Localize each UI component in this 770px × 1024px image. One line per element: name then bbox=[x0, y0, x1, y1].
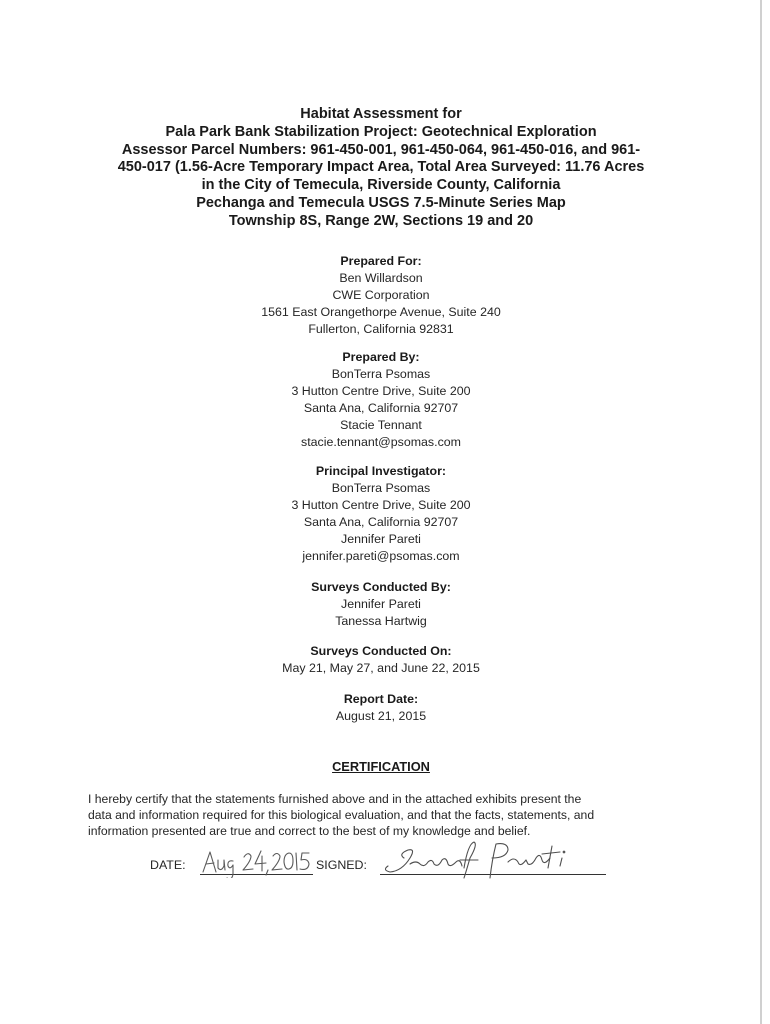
principal-investigator-email: jennifer.pareti@psomas.com bbox=[302, 549, 460, 563]
title-line: Pala Park Bank Stabilization Project: Geotechnical Exploration bbox=[165, 123, 597, 140]
date-label: DATE: bbox=[150, 858, 186, 872]
certification-line: information presented are true and correct to the best of my knowledge and belief. bbox=[88, 824, 531, 838]
prepared-by-heading: Prepared By: bbox=[342, 350, 420, 364]
prepared-for-line: Ben Willardson bbox=[339, 271, 423, 285]
prepared-for-section bbox=[160, 253, 602, 338]
survey-dates: May 21, May 27, and June 22, 2015 bbox=[282, 661, 480, 675]
surveyor-name: Jennifer Pareti bbox=[341, 597, 421, 611]
prepared-for-line: CWE Corporation bbox=[332, 288, 430, 302]
prepared-by-line: BonTerra Psomas bbox=[331, 367, 431, 381]
report-date-value: August 21, 2015 bbox=[335, 709, 427, 723]
principal-investigator-line: Jennifer Pareti bbox=[341, 532, 421, 546]
prepared-for-heading: Prepared For: bbox=[340, 254, 422, 268]
report-date-section bbox=[160, 691, 602, 725]
certification-heading: CERTIFICATION bbox=[332, 759, 430, 774]
document-title bbox=[80, 106, 682, 231]
prepared-for-line: 1561 East Orangethorpe Avenue, Suite 240 bbox=[261, 305, 501, 319]
signature-image bbox=[380, 838, 606, 880]
prepared-by-section bbox=[160, 349, 602, 451]
title-line: Township 8S, Range 2W, Sections 19 and 20 bbox=[228, 212, 534, 229]
surveys-on-section bbox=[160, 643, 602, 677]
principal-investigator-heading: Principal Investigator: bbox=[315, 464, 447, 478]
prepared-by-email: stacie.tennant@psomas.com bbox=[301, 435, 461, 449]
title-line: in the City of Temecula, Riverside County, California bbox=[201, 177, 561, 194]
principal-investigator-line: Santa Ana, California 92707 bbox=[303, 515, 459, 529]
certification-statement bbox=[88, 791, 728, 839]
principal-investigator-line: BonTerra Psomas bbox=[331, 481, 431, 495]
certification-line: data and information required for this biological evaluation, and that the facts, statements, and bbox=[88, 808, 595, 822]
title-line: Pechanga and Temecula USGS 7.5-Minute Series Map bbox=[196, 194, 566, 211]
prepared-by-line: Stacie Tennant bbox=[340, 418, 422, 432]
surveys-by-heading: Surveys Conducted By: bbox=[311, 580, 451, 594]
title-line: Habitat Assessment for bbox=[300, 106, 462, 122]
handwritten-date bbox=[200, 852, 313, 875]
principal-investigator-line: 3 Hutton Centre Drive, Suite 200 bbox=[291, 498, 471, 512]
handwritten-date-image bbox=[200, 848, 313, 878]
surveys-by-section bbox=[160, 579, 602, 630]
report-date-heading: Report Date: bbox=[343, 692, 419, 706]
signature-block bbox=[150, 852, 620, 880]
page-edge-shadow bbox=[760, 0, 762, 1024]
surveyor-name: Tanessa Hartwig bbox=[335, 614, 427, 628]
principal-investigator-section bbox=[160, 463, 602, 565]
prepared-by-line: Santa Ana, California 92707 bbox=[303, 401, 459, 415]
prepared-by-line: 3 Hutton Centre Drive, Suite 200 bbox=[291, 384, 471, 398]
title-line: 450-017 (1.56-Acre Temporary Impact Area, Total Area Surveyed: 11.76 Acres bbox=[117, 159, 645, 176]
prepared-for-line: Fullerton, California 92831 bbox=[308, 322, 454, 336]
signed-label: SIGNED: bbox=[316, 858, 367, 872]
title-line: Assessor Parcel Numbers: 961-450-001, 961-450-064, 961-450-016, and 961- bbox=[121, 141, 641, 158]
surveys-on-heading: Surveys Conducted On: bbox=[310, 644, 452, 658]
certification-line: I hereby certify that the statements furnished above and in the attached exhibits present the bbox=[88, 792, 582, 806]
handwritten-signature bbox=[380, 852, 606, 875]
